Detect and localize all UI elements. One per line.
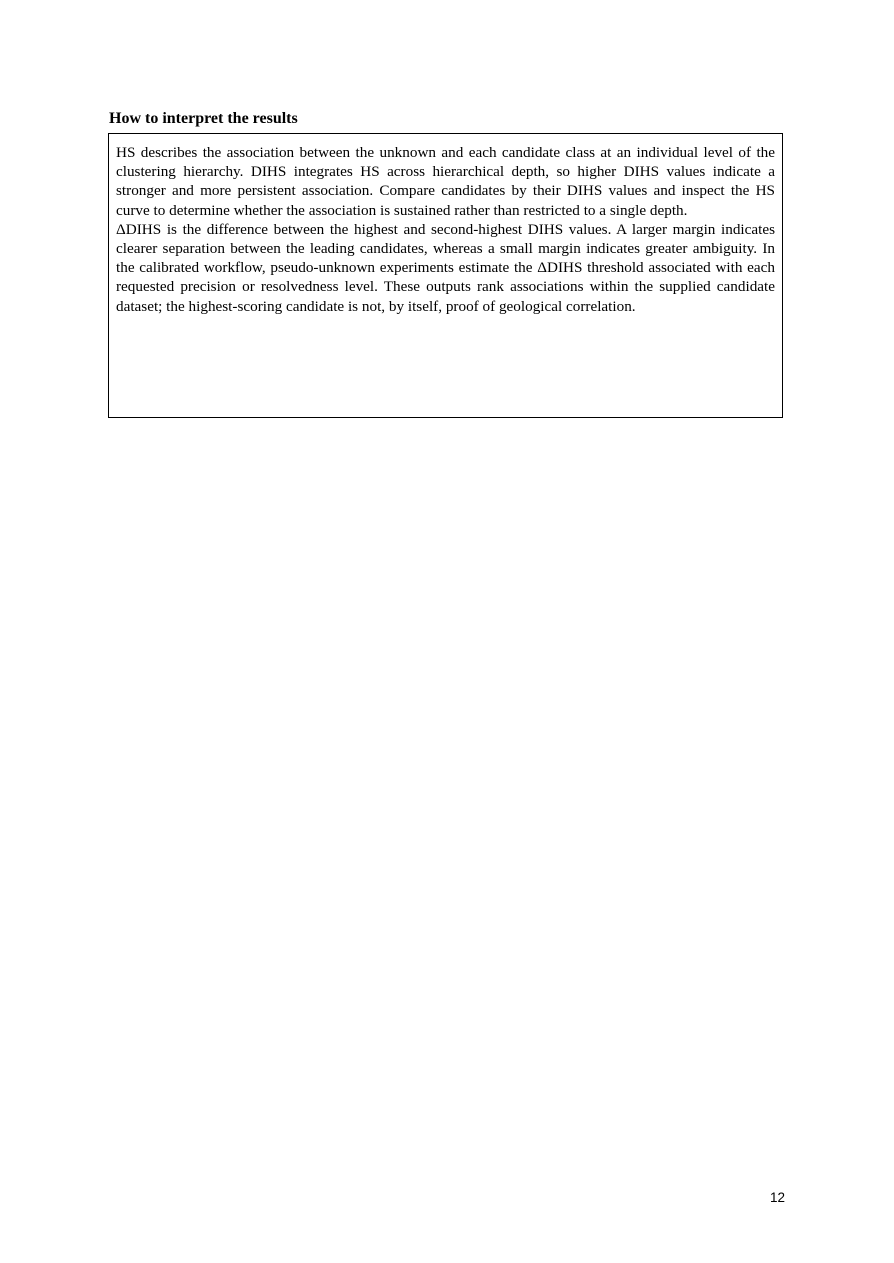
interpretation-paragraph-delta-dihs: ΔDIHS is the difference between the highest and second-highest DIHS values. A larger margin indicates clearer separation between the leading candidates, whereas a small margin indicates greater ambiguity. In the calibrated workflow, pseudo-unknown experiments estimate the ΔDIHS threshold associated with each requested precision or resolvedness level. These outputs rank associations within the supplied candidate dataset; the highest-scoring candidate is not, by itself, proof of geological correlation. [116,220,775,315]
page-number: 12 [769,1190,785,1205]
interpretation-box [108,133,783,418]
interpretation-paragraph-hs: HS describes the association between the unknown and each candidate class at an individual level of the clustering hierarchy. DIHS integrates HS across hierarchical depth, so higher DIHS values indicate a stronger and more persistent association. Compare candidates by their DIHS values and inspect the HS curve to determine whether the association is sustained rather than restricted to a single depth. [116,144,775,219]
section-heading: How to interpret the results [109,110,298,127]
